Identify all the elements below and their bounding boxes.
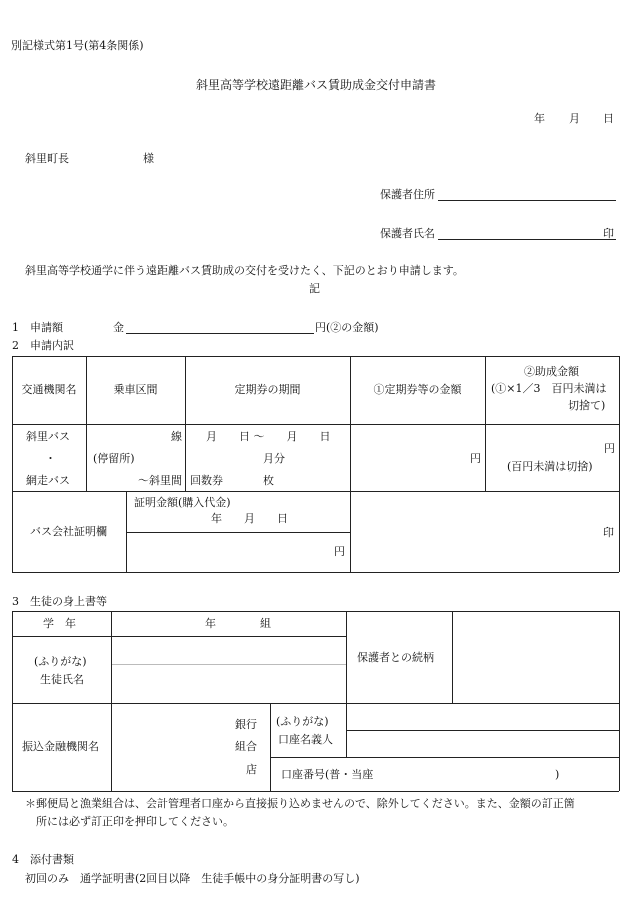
account-number-label: 口座番号(普・当座 xyxy=(281,768,374,781)
student-furigana: (ふりがな) xyxy=(34,655,87,668)
route-line: 線 xyxy=(171,430,182,443)
application-amount-field[interactable] xyxy=(126,333,314,334)
date-year: 年 xyxy=(534,112,545,125)
header-subsidy-formula: (①×1／3 百円未満は xyxy=(491,382,607,395)
date-month: 月 xyxy=(569,112,580,125)
guardian-name-label: 保護者氏名 xyxy=(380,227,435,240)
guardian-seal: 印 xyxy=(603,227,614,240)
ki-label: 記 xyxy=(309,282,320,295)
cert-label: バス会社証明欄 xyxy=(30,525,107,538)
account-number-close: ) xyxy=(555,768,560,781)
subsidy-yen: 円 xyxy=(604,442,615,455)
guardian-name-field[interactable] xyxy=(438,239,616,240)
student-name-label: 生徒氏名 xyxy=(40,673,84,686)
cert-amount-label: 証明金額(購入代金) xyxy=(134,496,231,509)
header-amount: ①定期券等の金額 xyxy=(373,383,462,396)
header-subsidy: ②助成金額 xyxy=(524,365,579,378)
bank-label: 振込金融機関名 xyxy=(22,740,99,753)
section2-label: 2 申請内訳 xyxy=(12,339,74,352)
bus-shari: 斜里バス xyxy=(26,430,70,443)
honorific: 様 xyxy=(143,152,154,165)
addressee: 斜里町長 xyxy=(25,152,69,165)
header-subsidy-round: 切捨て) xyxy=(568,399,606,412)
coupon-label: 回数券 xyxy=(190,474,223,487)
page-title: 斜里高等学校遠距離バス賃助成金交付申請書 xyxy=(196,78,437,92)
bus-abashiri: 網走バス xyxy=(26,474,70,487)
kin-label: 金 xyxy=(113,321,124,334)
subsidy-round-note: (百円未満は切捨) xyxy=(507,460,593,473)
period-range: 月 日 ～ 月 日 xyxy=(206,430,331,443)
route-to-shari: ～斜里間 xyxy=(138,474,182,487)
form-number: 別記様式第1号(第4条関係) xyxy=(11,39,144,52)
bank-suffix: 銀行 xyxy=(235,718,257,731)
coupon-sheets: 枚 xyxy=(263,474,274,487)
section3-label: 3 生徒の身上書等 xyxy=(12,595,107,608)
cert-seal: 印 xyxy=(603,526,614,539)
amount-yen: 円 xyxy=(470,452,481,465)
section4-label: 4 添付書類 xyxy=(12,853,74,866)
relation-label: 保護者との続柄 xyxy=(357,651,434,664)
attachments-text: 初回のみ 通学証明書(2回目以降 生徒手帳中の身分証明書の写し) xyxy=(25,872,360,885)
period-month-portion: 月分 xyxy=(263,452,285,465)
account-furigana: (ふりがな) xyxy=(276,715,329,728)
note-line2: 所には必ず訂正印を押印してください。 xyxy=(36,815,234,828)
account-holder-label: 口座名義人 xyxy=(278,733,333,746)
guardian-address-label: 保護者住所 xyxy=(380,188,435,201)
date-day: 日 xyxy=(603,112,614,125)
grade-label: 学 年 xyxy=(43,617,76,630)
guardian-address-field[interactable] xyxy=(438,200,616,201)
cert-date: 年 月 日 xyxy=(211,512,288,525)
cert-yen: 円 xyxy=(334,545,345,558)
header-transport: 交通機関名 xyxy=(21,383,77,396)
header-period: 定期券の期間 xyxy=(234,383,301,396)
amount-suffix: 円(②の金額) xyxy=(315,321,379,334)
route-stop: (停留所) xyxy=(93,452,135,465)
intro-text: 斜里高等学校通学に伴う遠距離バス賃助成の交付を受けたく、下記のとおり申請します。 xyxy=(25,264,464,277)
bus-separator: ・ xyxy=(45,452,56,465)
header-route: 乗車区間 xyxy=(113,383,158,396)
grade-value: 年 組 xyxy=(205,617,271,630)
branch-suffix: 店 xyxy=(246,763,257,776)
note-line1: ＊郵便局と漁業組合は、会計管理者口座から直接振り込めませんので、除外してください。また、金額の訂正箇 xyxy=(25,797,575,810)
union-suffix: 組合 xyxy=(235,740,257,753)
section1-label: 1 申請額 xyxy=(12,321,63,334)
